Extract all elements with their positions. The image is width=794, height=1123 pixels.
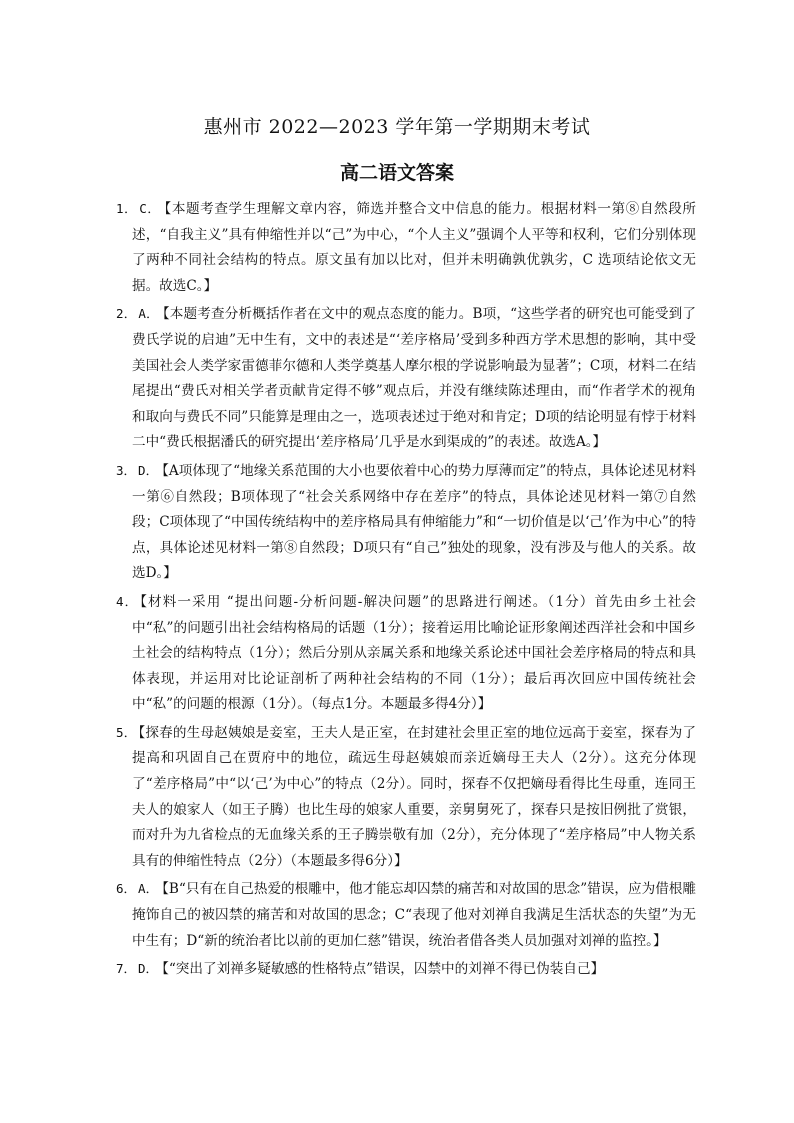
answer-explanation: 【本题考查分析概括作者在文中的观点态度的能力。B项，“这些学者的研究也可能受到了费氏学说的启迪”无中生有，文中的表述是“‘差序格局’受到多种西方学术思想的影响，其中受美国社会人类学家雷德菲尔德和人类学奠基人摩尔根的学说影响最为显著”；C项，材料二在结尾提出“费氏对相关学者贡献肯定得不够”观点后，并没有继续陈述理由，而“作者学术的视角和取向与费氏不同”只能算是理由之一，选项表述过于绝对和肯定；D项的结论明显有悖于材料二中“费氏根据潘氏的研究提出‘差序格局’几乎是水到渠成的”的表述。故选A。】 bbox=[132, 306, 697, 451]
answer-item-7 bbox=[116, 956, 696, 983]
answer-choice: D． bbox=[138, 961, 159, 977]
answer-item-1 bbox=[116, 196, 696, 299]
answer-choice: D． bbox=[138, 462, 159, 478]
answer-item-2 bbox=[116, 301, 696, 456]
question-number: 6． bbox=[116, 881, 137, 897]
question-number: 3． bbox=[116, 462, 137, 478]
answer-key-subtitle: 高二语文答案 bbox=[339, 162, 454, 184]
question-number: 5． bbox=[116, 724, 137, 740]
answer-explanation: 【A项体现了“地缘关系范围的大小也要依着中心的势力厚薄而定”的特点，具体论述见材料一第⑥自然段；B项体现了“社会关系网络中存在差序”的特点，具体论述见材料一第⑦自然段；C项体现了“中国传统结构中的差序格局具有伸缩能力”和“一切价值是以‘己’作为中心”的特点，具体论述见材料一第⑧自然段；D项只有“自己”独处的现象，没有涉及与他人的关系。故选D。】 bbox=[132, 462, 696, 582]
answer-item-3 bbox=[116, 458, 696, 587]
question-number: 1． bbox=[116, 201, 138, 216]
question-number: 4． bbox=[116, 593, 139, 609]
answer-explanation: 【B“只有在自己热爱的根雕中，他才能忘却囚禁的痛苦和对故国的思念”错误，应为借根雕掩饰自己的被囚禁的痛苦和对故国的思念；C“表现了他对刘禅自我满足生活状态的失望”为无中生有；D“新的统治者比以前的更加仁慈”错误，统治者借各类人员加强对刘禅的监控。】 bbox=[132, 881, 696, 949]
answer-explanation: 【探春的生母赵姨娘是妾室，王夫人是正室，在封建社会里正室的地位远高于妾室，探春为了提高和巩固自己在贾府中的地位，疏远生母赵姨娘而亲近嫡母王夫人（2分）。这充分体现了“差序格局”中“以‘己’为中心”的特点（2分）。同时，探春不仅把嫡母看得比生母重，连同王夫人的娘家人（如王子腾）也比生母的娘家人重要，亲舅舅死了，探春只是按旧例批了赏银，而对升为九省检点的无血缘关系的王子腾崇敬有加（2分），充分体现了“差序格局”中人物关系具有的伸缩性特点（2分）（本题最多得6分）】 bbox=[132, 724, 696, 869]
exam-title: 惠州市 2022—2023 学年第一学期期末考试 bbox=[203, 116, 591, 138]
answer-item-6 bbox=[116, 876, 696, 954]
question-number: 7． bbox=[116, 961, 137, 977]
answer-item-5 bbox=[116, 720, 696, 875]
answer-choice: A． bbox=[138, 881, 159, 897]
answer-explanation: 【材料一采用 “提出问题-分析问题-解决问题”的思路进行阐述。（1分）首先由乡土社会中“私”的问题引出社会结构格局的话题（1分）；接着运用比喻论证形象阐述西洋社会和中国乡土社会的结构特点（1分）；然后分别从亲属关系和地缘关系论述中国社会差序格局的特点和具体表现，并运用对比论证剖析了两种社会结构的不同（1分）；最后再次回应中国传统社会中“私”的问题的根源（1分）。（每点1分。本题最多得4分）】 bbox=[132, 593, 696, 713]
answer-list bbox=[116, 196, 696, 985]
answer-explanation: 【“突出了刘禅多疑敏感的性格特点”错误，囚禁中的刘禅不得已伪装自己】 bbox=[162, 961, 605, 978]
answer-item-4 bbox=[116, 589, 696, 718]
answer-choice: C． bbox=[139, 201, 161, 216]
question-number: 2． bbox=[116, 306, 137, 322]
answer-explanation: 【本题考查学生理解文章内容，筛选并整合文中信息的能力。根据材料一第⑧自然段所述，“自我主义”具有伸缩性并以“己”为中心，“个人主义”强调个人平等和权利，它们分别体现了两种不同社会结构的特点。原文虽有加以比对，但并未明确孰优孰劣，C 选项结论依文无据。故选C。】 bbox=[132, 201, 697, 294]
answer-choice: A． bbox=[138, 306, 159, 322]
